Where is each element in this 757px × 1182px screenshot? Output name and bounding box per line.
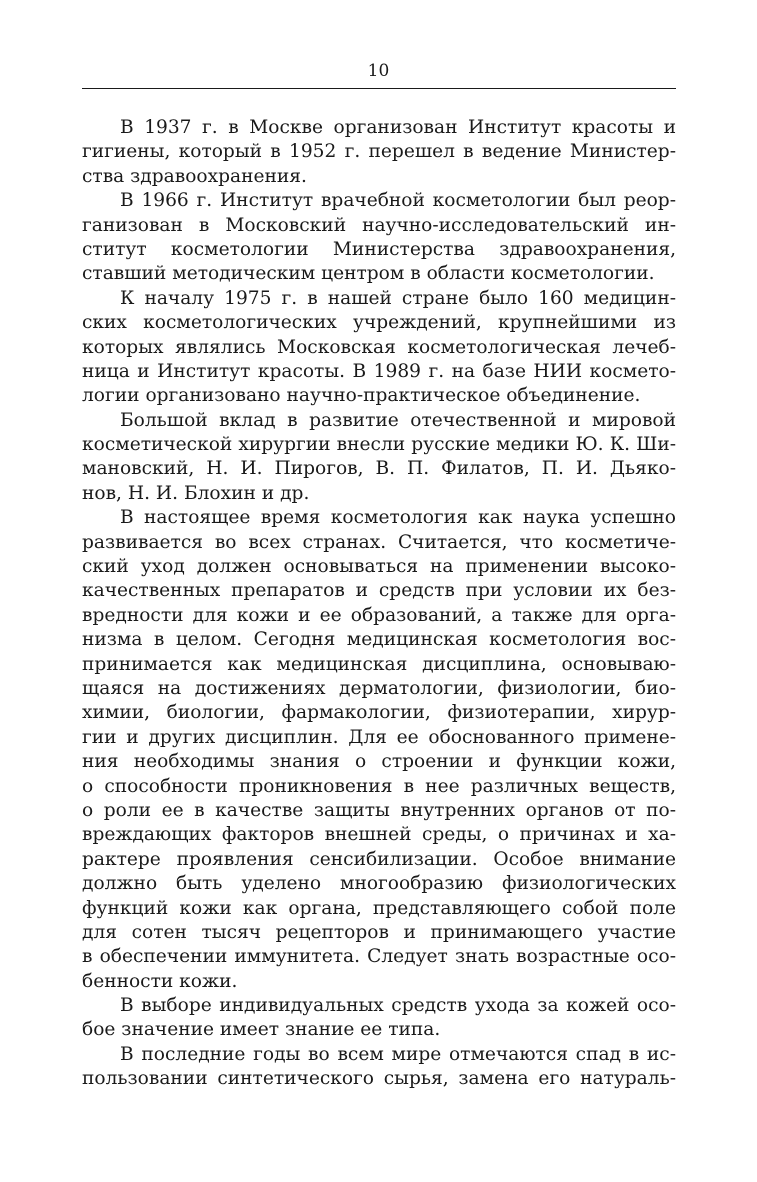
text-line: щаяся на достижениях дерматологии, физиологии, био-	[82, 677, 676, 699]
text-line: ставший методическим центром в области косметологии.	[82, 263, 655, 285]
text-line: о способности проникновения в нее различных веществ,	[82, 775, 676, 797]
body-text	[82, 116, 676, 1092]
text-line: В 1966 г. Институт врачебной косметологии был реор-	[120, 190, 676, 212]
text-line: В настоящее время косметология как наука успешно	[120, 507, 676, 529]
text-line: В выборе индивидуальных средств ухода за кожей осо-	[120, 995, 676, 1017]
paragraph	[82, 506, 676, 994]
text-line: В 1937 г. в Москве организован Институт красоты и	[120, 117, 676, 138]
text-line: бенности кожи.	[82, 970, 238, 992]
paragraph	[82, 189, 676, 287]
paragraph	[82, 1043, 676, 1092]
text-line: должно быть уделено многообразию физиологических	[82, 873, 676, 895]
text-line: ский уход должен основываться на применении высоко-	[82, 556, 676, 578]
text-line: низма в целом. Сегодня медицинская косметология вос-	[82, 629, 676, 651]
text-line: которых являлись Московская косметологическая лечеб-	[82, 336, 676, 358]
text-line: о роли ее в качестве защиты внутренних органов от по-	[82, 799, 676, 821]
paragraph	[82, 287, 676, 409]
text-line: мановский, Н. И. Пирогов, В. П. Филатов, П. И. Дьяко-	[82, 458, 676, 480]
text-line: К началу 1975 г. в нашей стране было 160 медицин-	[120, 287, 676, 309]
text-line: развивается во всех странах. Считается, что косметиче-	[82, 531, 676, 553]
text-line: в обеспечении иммунитета. Следует знать возрастные осо-	[82, 946, 676, 968]
text-line: принимается как медицинская дисциплина, основываю-	[82, 653, 676, 675]
text-line: ния необходимы знания о строении и функции кожи,	[82, 751, 676, 773]
text-line: функций кожи как органа, представляющего собой поле	[82, 897, 676, 919]
text-line: бое значение имеет знание ее типа.	[82, 1019, 441, 1041]
text-line: ства здравоохранения.	[82, 165, 307, 187]
paragraph	[82, 409, 676, 507]
text-line: химии, биологии, фармакологии, физиотерапии, хирур-	[82, 702, 676, 724]
text-line: вредности для кожи и ее образований, а также для орга-	[82, 604, 676, 626]
text-line: ганизован в Московский научно-исследовательский ин-	[82, 214, 676, 236]
text-line: для сотен тысяч рецепторов и принимающего участие	[82, 921, 676, 943]
text-line: рактере проявления сенсибилизации. Особое внимание	[82, 848, 676, 870]
paragraph	[82, 994, 676, 1043]
text-line: вреждающих факторов внешней среды, о причинах и ха-	[82, 824, 676, 846]
paragraph	[82, 116, 676, 189]
text-line: качественных препаратов и средств при условии их без-	[82, 580, 676, 602]
text-line: ститут косметологии Министерства здравоохранения,	[82, 238, 676, 260]
page-number: 10	[367, 61, 390, 81]
text-line: пользовании синтетического сырья, замена его натураль-	[82, 1068, 676, 1090]
text-line: В последние годы во всем мире отмечаются спад в ис-	[120, 1043, 676, 1065]
text-line: нов, Н. И. Блохин и др.	[82, 482, 310, 504]
text-line: ница и Институт красоты. В 1989 г. на базе НИИ космето-	[82, 360, 676, 382]
text-line: логии организовано научно-практическое объединение.	[82, 385, 641, 407]
text-line: ских косметологических учреждений, крупнейшими из	[82, 312, 676, 334]
text-line: Большой вклад в развитие отечественной и мировой	[120, 409, 676, 431]
text-line: гигиены, который в 1952 г. перешел в ведение Министер-	[82, 141, 676, 163]
text-line: гии и других дисциплин. Для ее обоснованного примене-	[82, 726, 676, 748]
header-rule	[82, 88, 676, 89]
text-line: косметической хирургии внесли русские медики Ю. К. Ши-	[82, 434, 676, 456]
